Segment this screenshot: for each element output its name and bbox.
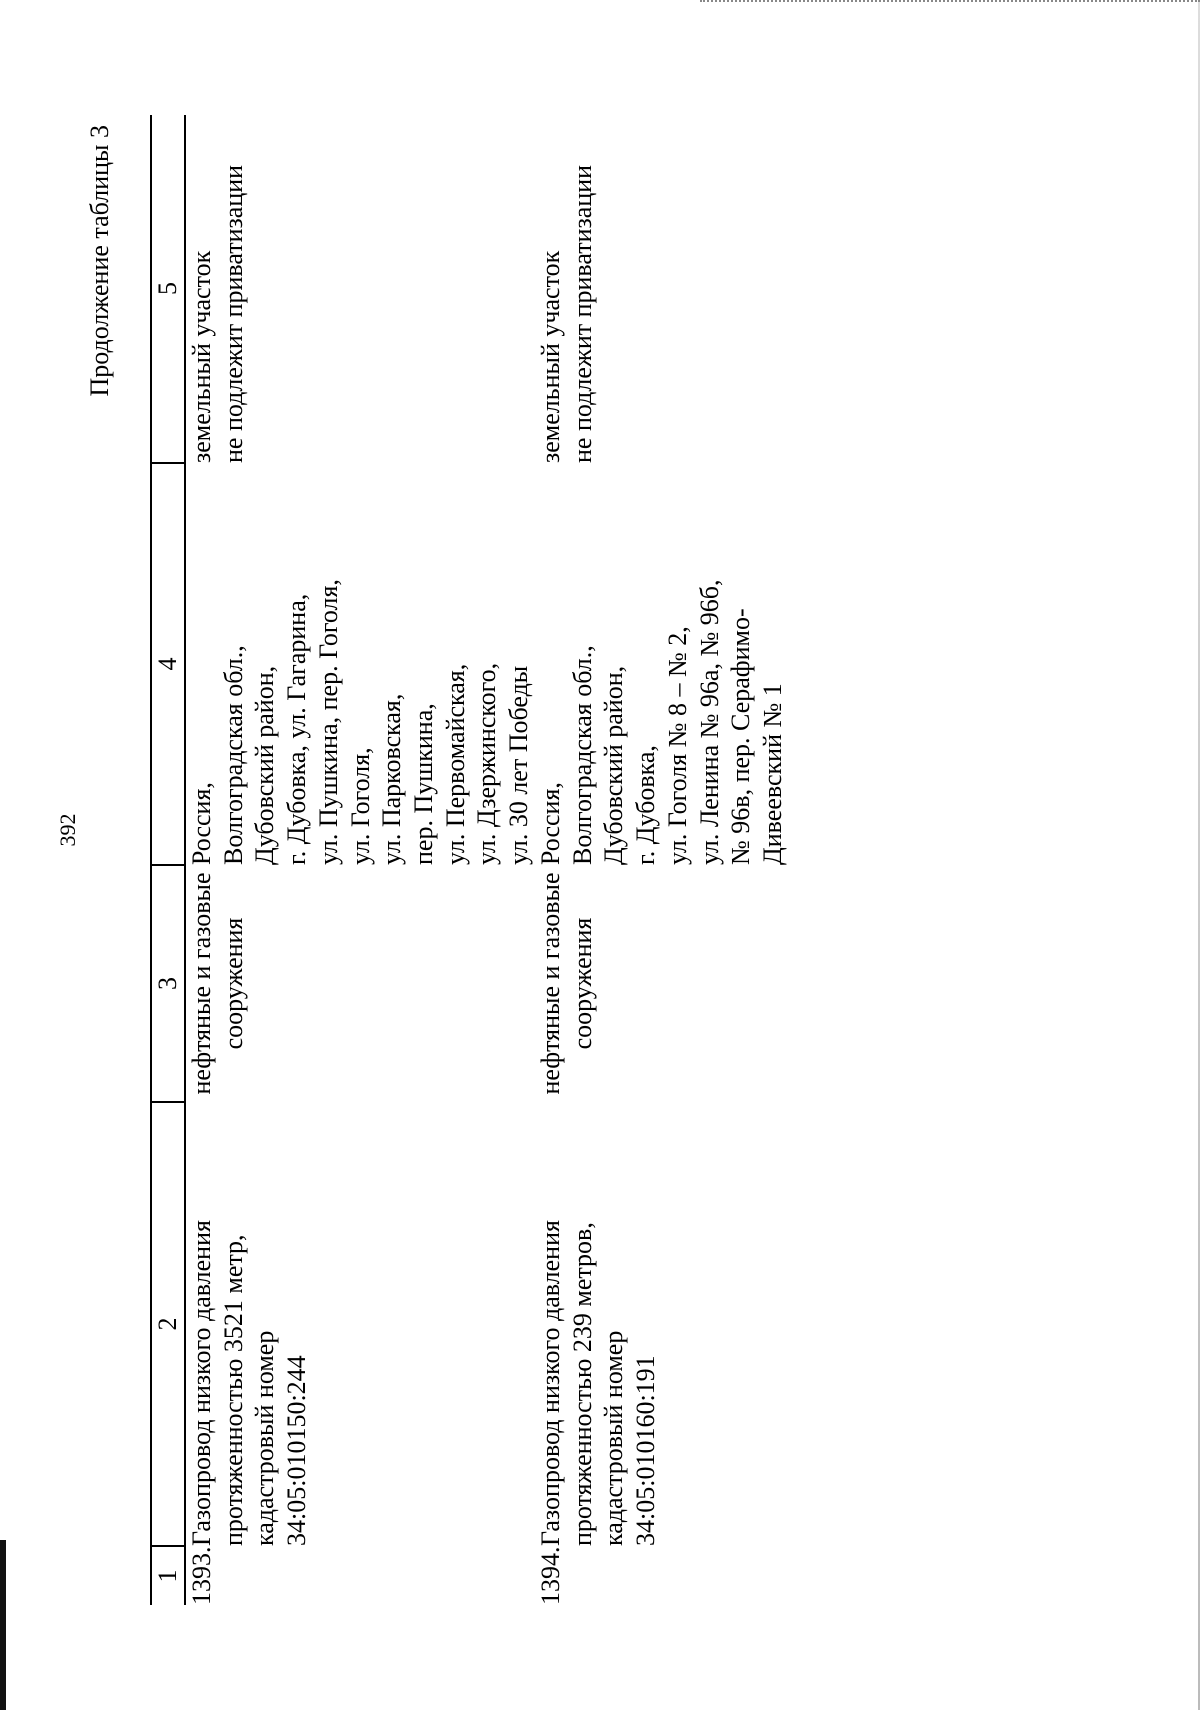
note-line: не подлежит приватизации bbox=[218, 164, 248, 463]
object-kind-cell bbox=[185, 865, 535, 1102]
object-kind-cell bbox=[535, 865, 789, 1102]
column-header-5: 5 bbox=[151, 115, 185, 463]
note-line: не подлежит приватизации bbox=[567, 164, 597, 463]
row-number: 1393. bbox=[187, 1546, 216, 1605]
property-table bbox=[150, 115, 789, 1605]
row-number: 1394. bbox=[535, 1546, 565, 1605]
page-number: 392 bbox=[55, 813, 80, 847]
column-header-3: 3 bbox=[151, 865, 185, 1102]
address-line: ул. Гоголя, bbox=[345, 747, 375, 865]
address-line: Волгоградская обл., bbox=[567, 645, 597, 865]
address-line: ул. Парковская, bbox=[377, 693, 407, 865]
object-name-line: 34:05:010150:244 bbox=[282, 1355, 312, 1546]
object-kind-line: нефтяные и газовые bbox=[535, 872, 565, 1095]
table-row bbox=[185, 115, 535, 1605]
note-line: земельный участок bbox=[535, 250, 565, 463]
column-header-2: 2 bbox=[151, 1102, 185, 1546]
object-name-line: Газопровод низкого давления bbox=[187, 1220, 216, 1546]
address-line: Россия, bbox=[535, 782, 565, 865]
object-name-line: протяженностью 239 метров, bbox=[567, 1222, 597, 1546]
address-line: Россия, bbox=[187, 782, 216, 865]
object-name-cell bbox=[185, 1102, 535, 1546]
address-line: Дубовский район, bbox=[599, 665, 629, 865]
address-line: пер. Пушкина, bbox=[409, 703, 439, 865]
address-cell bbox=[185, 463, 535, 865]
object-kind-line: сооружения bbox=[567, 917, 597, 1050]
address-line: г. Дубовка, ул. Гагарина, bbox=[282, 593, 312, 865]
table-header-row bbox=[151, 115, 185, 1605]
address-line: № 96в, пер. Серафимо- bbox=[726, 608, 756, 865]
note-cell bbox=[185, 115, 535, 463]
column-header-1: 1 bbox=[151, 1546, 185, 1605]
address-line: Волгоградская обл., bbox=[218, 645, 248, 865]
address-line: ул. Гоголя № 8 – № 2, bbox=[662, 626, 692, 865]
address-line: ул. 30 лет Победы bbox=[504, 665, 534, 865]
object-name-cell bbox=[535, 1102, 789, 1546]
object-name-line: протяженностью 3521 метр, bbox=[218, 1234, 248, 1546]
address-line: ул. Первомайская, bbox=[440, 663, 470, 865]
note-line: земельный участок bbox=[187, 250, 216, 463]
address-line: Дивеевский № 1 bbox=[757, 683, 787, 865]
address-line: ул. Ленина № 96а, № 96б, bbox=[694, 579, 724, 865]
address-line: ул. Пушкина, пер. Гоголя, bbox=[313, 579, 343, 865]
object-kind-line: сооружения bbox=[218, 917, 248, 1050]
note-cell bbox=[535, 115, 789, 463]
object-kind-line: нефтяные и газовые bbox=[187, 872, 216, 1095]
address-cell bbox=[535, 463, 789, 865]
table-row bbox=[535, 115, 789, 1605]
object-name-line: кадастровый номер bbox=[250, 1330, 280, 1546]
object-name-line: кадастровый номер bbox=[599, 1330, 629, 1546]
object-name-line: Газопровод низкого давления bbox=[535, 1220, 565, 1546]
address-line: ул. Дзержинского, bbox=[472, 662, 502, 865]
address-line: Дубовский район, bbox=[250, 665, 280, 865]
address-line: г. Дубовка, bbox=[631, 745, 661, 865]
continuation-label: Продолжение таблицы 3 bbox=[85, 125, 114, 397]
object-name-line: 34:05:010160:191 bbox=[631, 1355, 661, 1546]
column-header-4: 4 bbox=[151, 463, 185, 865]
